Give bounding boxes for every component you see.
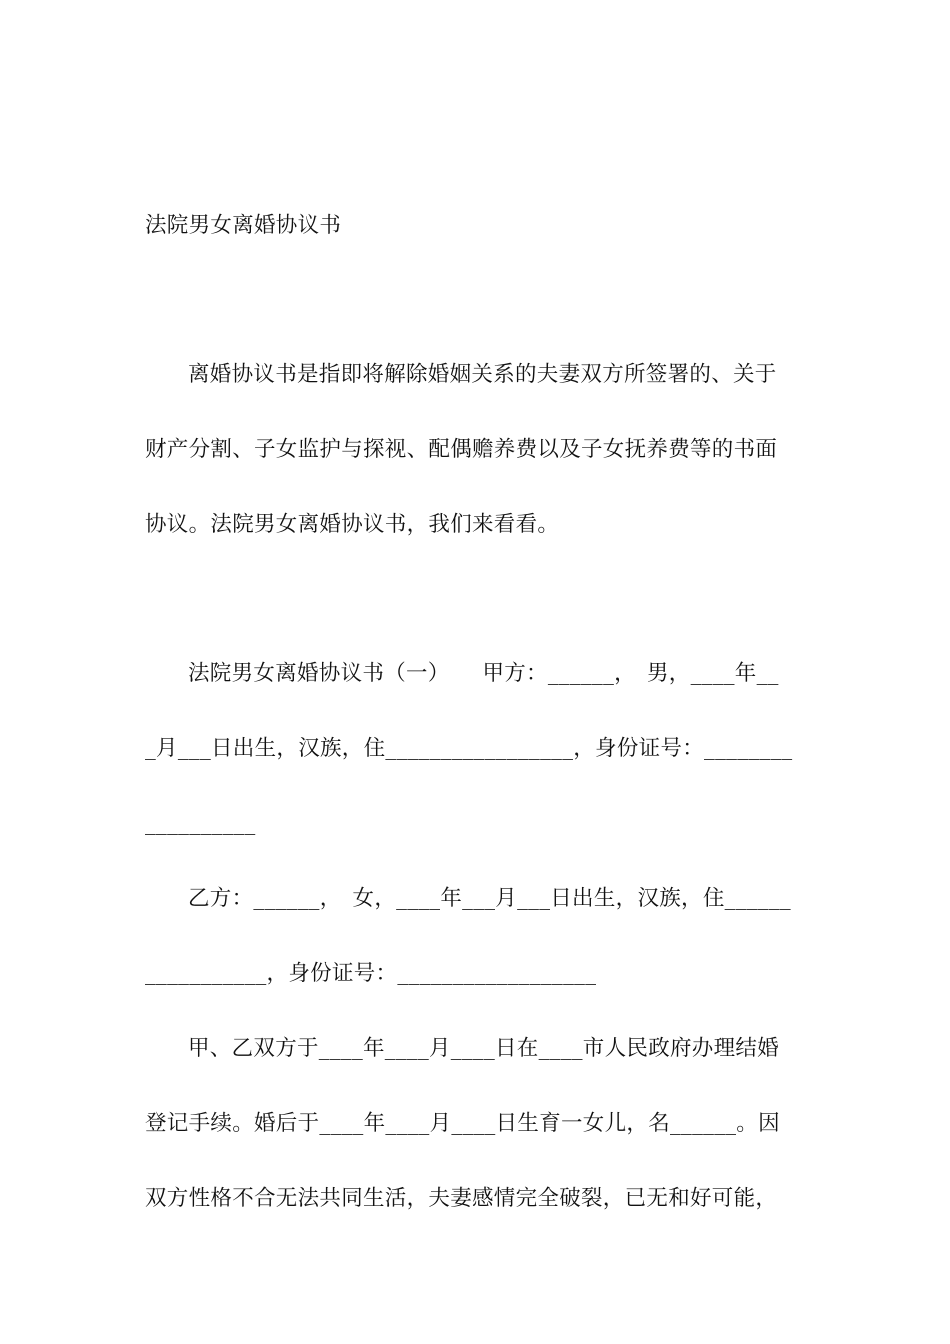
marriage-line-3: 双方性格不合无法共同生活，夫妻感情完全破裂，已无和好可能， bbox=[145, 1186, 778, 1211]
party-a-line-3: __________ bbox=[145, 811, 256, 836]
marriage-line-2: 登记手续。婚后于____年____月____日生育一女儿，名______。因 bbox=[145, 1111, 780, 1136]
intro-line-3: 协议。法院男女离婚协议书，我们来看看。 bbox=[145, 512, 560, 537]
party-b-line-1: 乙方：______， 女，____年___月___日出生，汉族，住______ bbox=[188, 886, 791, 911]
intro-line-1: 离婚协议书是指即将解除婚姻关系的夫妻双方所签署的、关于 bbox=[188, 362, 777, 387]
intro-line-2: 财产分割、子女监护与探视、配偶赡养费以及子女抚养费等的书面 bbox=[145, 437, 778, 462]
document-title: 法院男女离婚协议书 bbox=[145, 213, 342, 238]
party-a-line-1: 法院男女离婚协议书（一） 甲方：______， 男，____年__ bbox=[188, 661, 779, 686]
party-a-line-2: _月___日出生，汉族，住_________________，身份证号：________ bbox=[145, 736, 793, 761]
marriage-line-1: 甲、乙双方于____年____月____日在____市人民政府办理结婚 bbox=[188, 1036, 780, 1061]
party-b-line-2: ___________，身份证号：__________________ bbox=[145, 961, 597, 986]
